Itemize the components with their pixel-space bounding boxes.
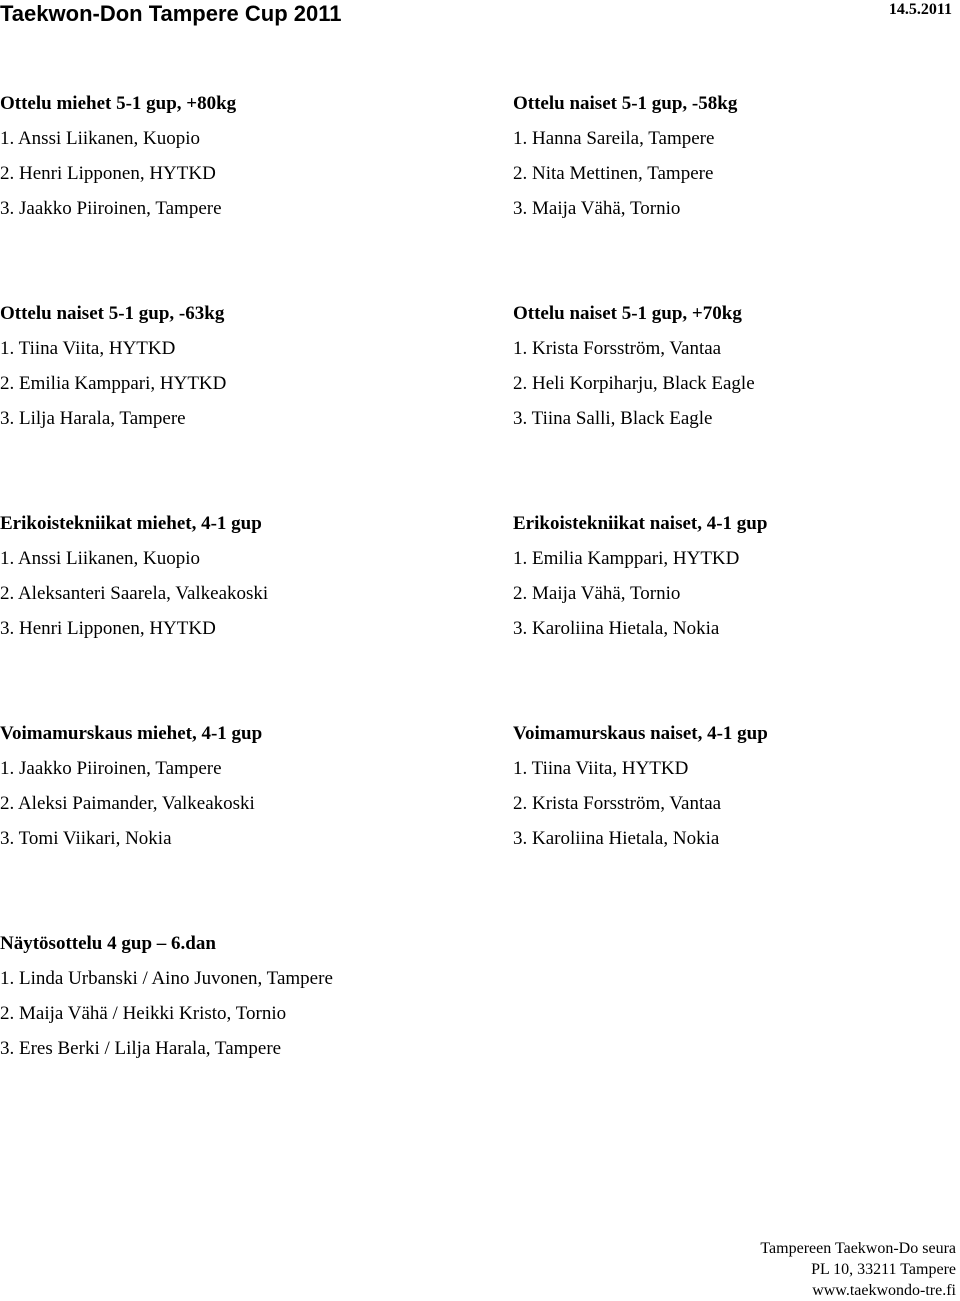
footer-website: www.taekwondo-tre.fi (812, 1282, 956, 1299)
result-entry: 3. Karoliina Hietala, Nokia (513, 618, 720, 639)
result-entry: 1. Tiina Viita, HYTKD (513, 758, 689, 779)
document-date: 14.5.2011 (888, 1, 952, 18)
category-block (0, 506, 440, 646)
category-block (0, 86, 440, 226)
category-title: Erikoistekniikat naiset, 4-1 gup (513, 513, 768, 534)
category-title: Voimamurskaus naiset, 4-1 gup (513, 723, 768, 744)
result-entry: 3. Maija Vähä, Tornio (513, 198, 681, 219)
result-entry: 1. Emilia Kamppari, HYTKD (513, 548, 740, 569)
result-entry: 1. Anssi Liikanen, Kuopio (0, 548, 201, 569)
category-block (0, 926, 440, 1066)
category-block (513, 86, 953, 226)
result-entry: 2. Henri Lipponen, HYTKD (0, 163, 216, 184)
footer-organization: Tampereen Taekwon-Do seura (760, 1240, 956, 1257)
result-entry: 2. Maija Vähä / Heikki Kristo, Tornio (0, 1003, 287, 1024)
category-block (0, 716, 440, 856)
result-entry: 1. Linda Urbanski / Aino Juvonen, Tampere (0, 968, 333, 989)
result-entry: 3. Henri Lipponen, HYTKD (0, 618, 216, 639)
result-entry: 1. Jaakko Piiroinen, Tampere (0, 758, 222, 779)
result-entry: 3. Karoliina Hietala, Nokia (513, 828, 720, 849)
category-title: Ottelu miehet 5-1 gup, +80kg (0, 93, 237, 114)
result-entry: 3. Tiina Salli, Black Eagle (513, 408, 713, 429)
result-entry: 2. Aleksanteri Saarela, Valkeakoski (0, 583, 269, 604)
category-block (513, 716, 953, 856)
result-entry: 1. Anssi Liikanen, Kuopio (0, 128, 201, 149)
page-header (0, 0, 960, 40)
result-entry: 2. Aleksi Paimander, Valkeakoski (0, 793, 255, 814)
result-entry: 1. Hanna Sareila, Tampere (513, 128, 715, 149)
document-title: Taekwon-Don Tampere Cup 2011 (0, 1, 342, 26)
category-block (513, 296, 953, 436)
category-title: Näytösottelu 4 gup – 6.dan (0, 933, 216, 954)
result-entry: 2. Nita Mettinen, Tampere (513, 163, 714, 184)
result-entry: 3. Eres Berki / Lilja Harala, Tampere (0, 1038, 282, 1059)
category-title: Voimamurskaus miehet, 4-1 gup (0, 723, 263, 744)
category-block (513, 506, 953, 646)
result-entry: 1. Krista Forsström, Vantaa (513, 338, 722, 359)
result-entry: 2. Heli Korpiharju, Black Eagle (513, 373, 755, 394)
category-title: Ottelu naiset 5-1 gup, -63kg (0, 303, 225, 324)
result-entry: 2. Maija Vähä, Tornio (513, 583, 681, 604)
result-entry: 3. Tomi Viikari, Nokia (0, 828, 172, 849)
result-entry: 3. Jaakko Piiroinen, Tampere (0, 198, 222, 219)
category-title: Ottelu naiset 5-1 gup, -58kg (513, 93, 738, 114)
result-entry: 1. Tiina Viita, HYTKD (0, 338, 176, 359)
category-block (0, 296, 440, 436)
result-entry: 2. Emilia Kamppari, HYTKD (0, 373, 227, 394)
result-entry: 3. Lilja Harala, Tampere (0, 408, 186, 429)
result-entry: 2. Krista Forsström, Vantaa (513, 793, 722, 814)
category-title: Erikoistekniikat miehet, 4-1 gup (0, 513, 262, 534)
category-title: Ottelu naiset 5-1 gup, +70kg (513, 303, 742, 324)
page-footer (760, 1238, 956, 1301)
footer-address: PL 10, 33211 Tampere (811, 1261, 956, 1278)
